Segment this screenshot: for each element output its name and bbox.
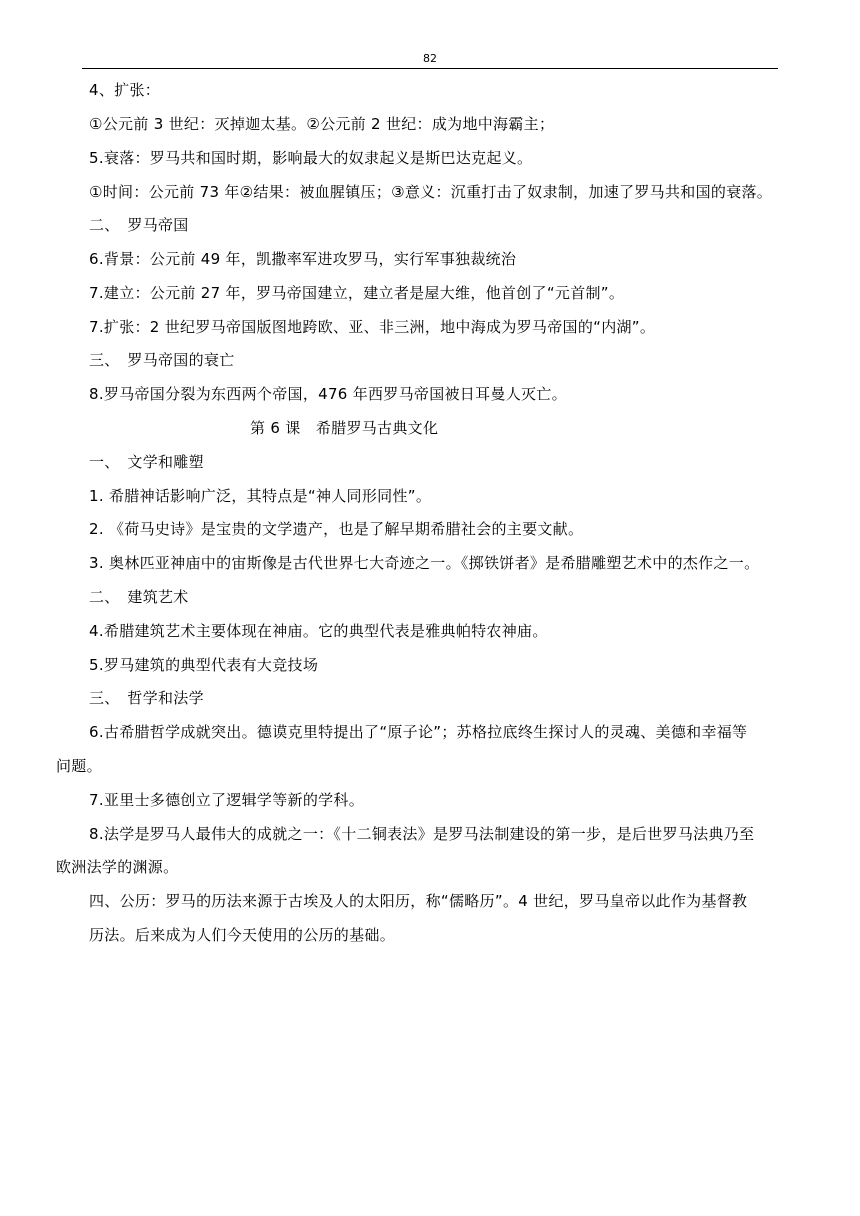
text-line: 2. 《荷马史诗》是宝贵的文学遗产，也是了解早期希腊社会的主要文献。	[89, 520, 584, 538]
text-line: 8.罗马帝国分裂为东西两个帝国，476 年西罗马帝国被日耳曼人灭亡。	[89, 385, 567, 403]
text-line: 问题。	[56, 757, 102, 775]
text-line: 4、扩张：	[89, 81, 161, 99]
text-line: 3. 奥林匹亚神庙中的宙斯像是古代世界七大奇迹之一。《掷铁饼者》是希腊雕塑艺术中的杰作之一。	[89, 554, 760, 572]
section-heading: 三、 罗马帝国的衰亡	[89, 351, 235, 369]
text-line: 7.亚里士多德创立了逻辑学等新的学科。	[89, 791, 365, 809]
section-heading: 一、 文学和雕塑	[89, 453, 204, 471]
text-line: 历法。后来成为人们今天使用的公历的基础。	[89, 926, 396, 944]
text-line: 5.罗马建筑的典型代表有大竞技场	[89, 656, 319, 674]
text-line: 7.扩张：2 世纪罗马帝国版图地跨欧、亚、非三洲，地中海成为罗马帝国的“内湖”。	[89, 318, 656, 336]
section-heading: 二、 罗马帝国	[89, 216, 189, 234]
text-line: 8.法学是罗马人最伟大的成就之一：《十二铜表法》是罗马法制建设的第一步，是后世罗马法典乃至	[89, 825, 755, 843]
text-line: ①时间：公元前 73 年②结果：被血腥镇压；③意义：沉重打击了奴隶制，加速了罗马共和国的衰落。	[89, 183, 773, 201]
text-line: 6.古希腊哲学成就突出。德谟克里特提出了“原子论”；苏格拉底终生探讨人的灵魂、美德和幸福等	[89, 723, 748, 741]
text-line: 5.衰落：罗马共和国时期，影响最大的奴隶起义是斯巴达克起义。	[89, 149, 533, 167]
text-line: 4.希腊建筑艺术主要体现在神庙。它的典型代表是雅典帕特农神庙。	[89, 622, 548, 640]
text-line: 欧洲法学的渊源。	[56, 858, 179, 876]
text-line: 7.建立：公元前 27 年，罗马帝国建立，建立者是屋大维，他首创了“元首制”。	[89, 284, 625, 302]
page-header	[82, 52, 778, 69]
text-line: 1. 希腊神话影响广泛，其特点是“神人同形同性”。	[89, 487, 432, 505]
page-number: 82	[423, 52, 437, 65]
text-line: 6.背景：公元前 49 年，凯撒率军进攻罗马，实行军事独裁统治	[89, 250, 517, 268]
lesson-title: 第 6 课 希腊罗马古典文化	[250, 419, 439, 437]
text-line: 四、公历：罗马的历法来源于古埃及人的太阳历，称“儒略历”。4 世纪，罗马皇帝以此作为基督教	[89, 892, 748, 910]
section-heading: 三、 哲学和法学	[89, 689, 204, 707]
text-line: ①公元前 3 世纪：灭掉迦太基。②公元前 2 世纪：成为地中海霸主；	[89, 115, 555, 133]
section-heading: 二、 建筑艺术	[89, 588, 189, 606]
